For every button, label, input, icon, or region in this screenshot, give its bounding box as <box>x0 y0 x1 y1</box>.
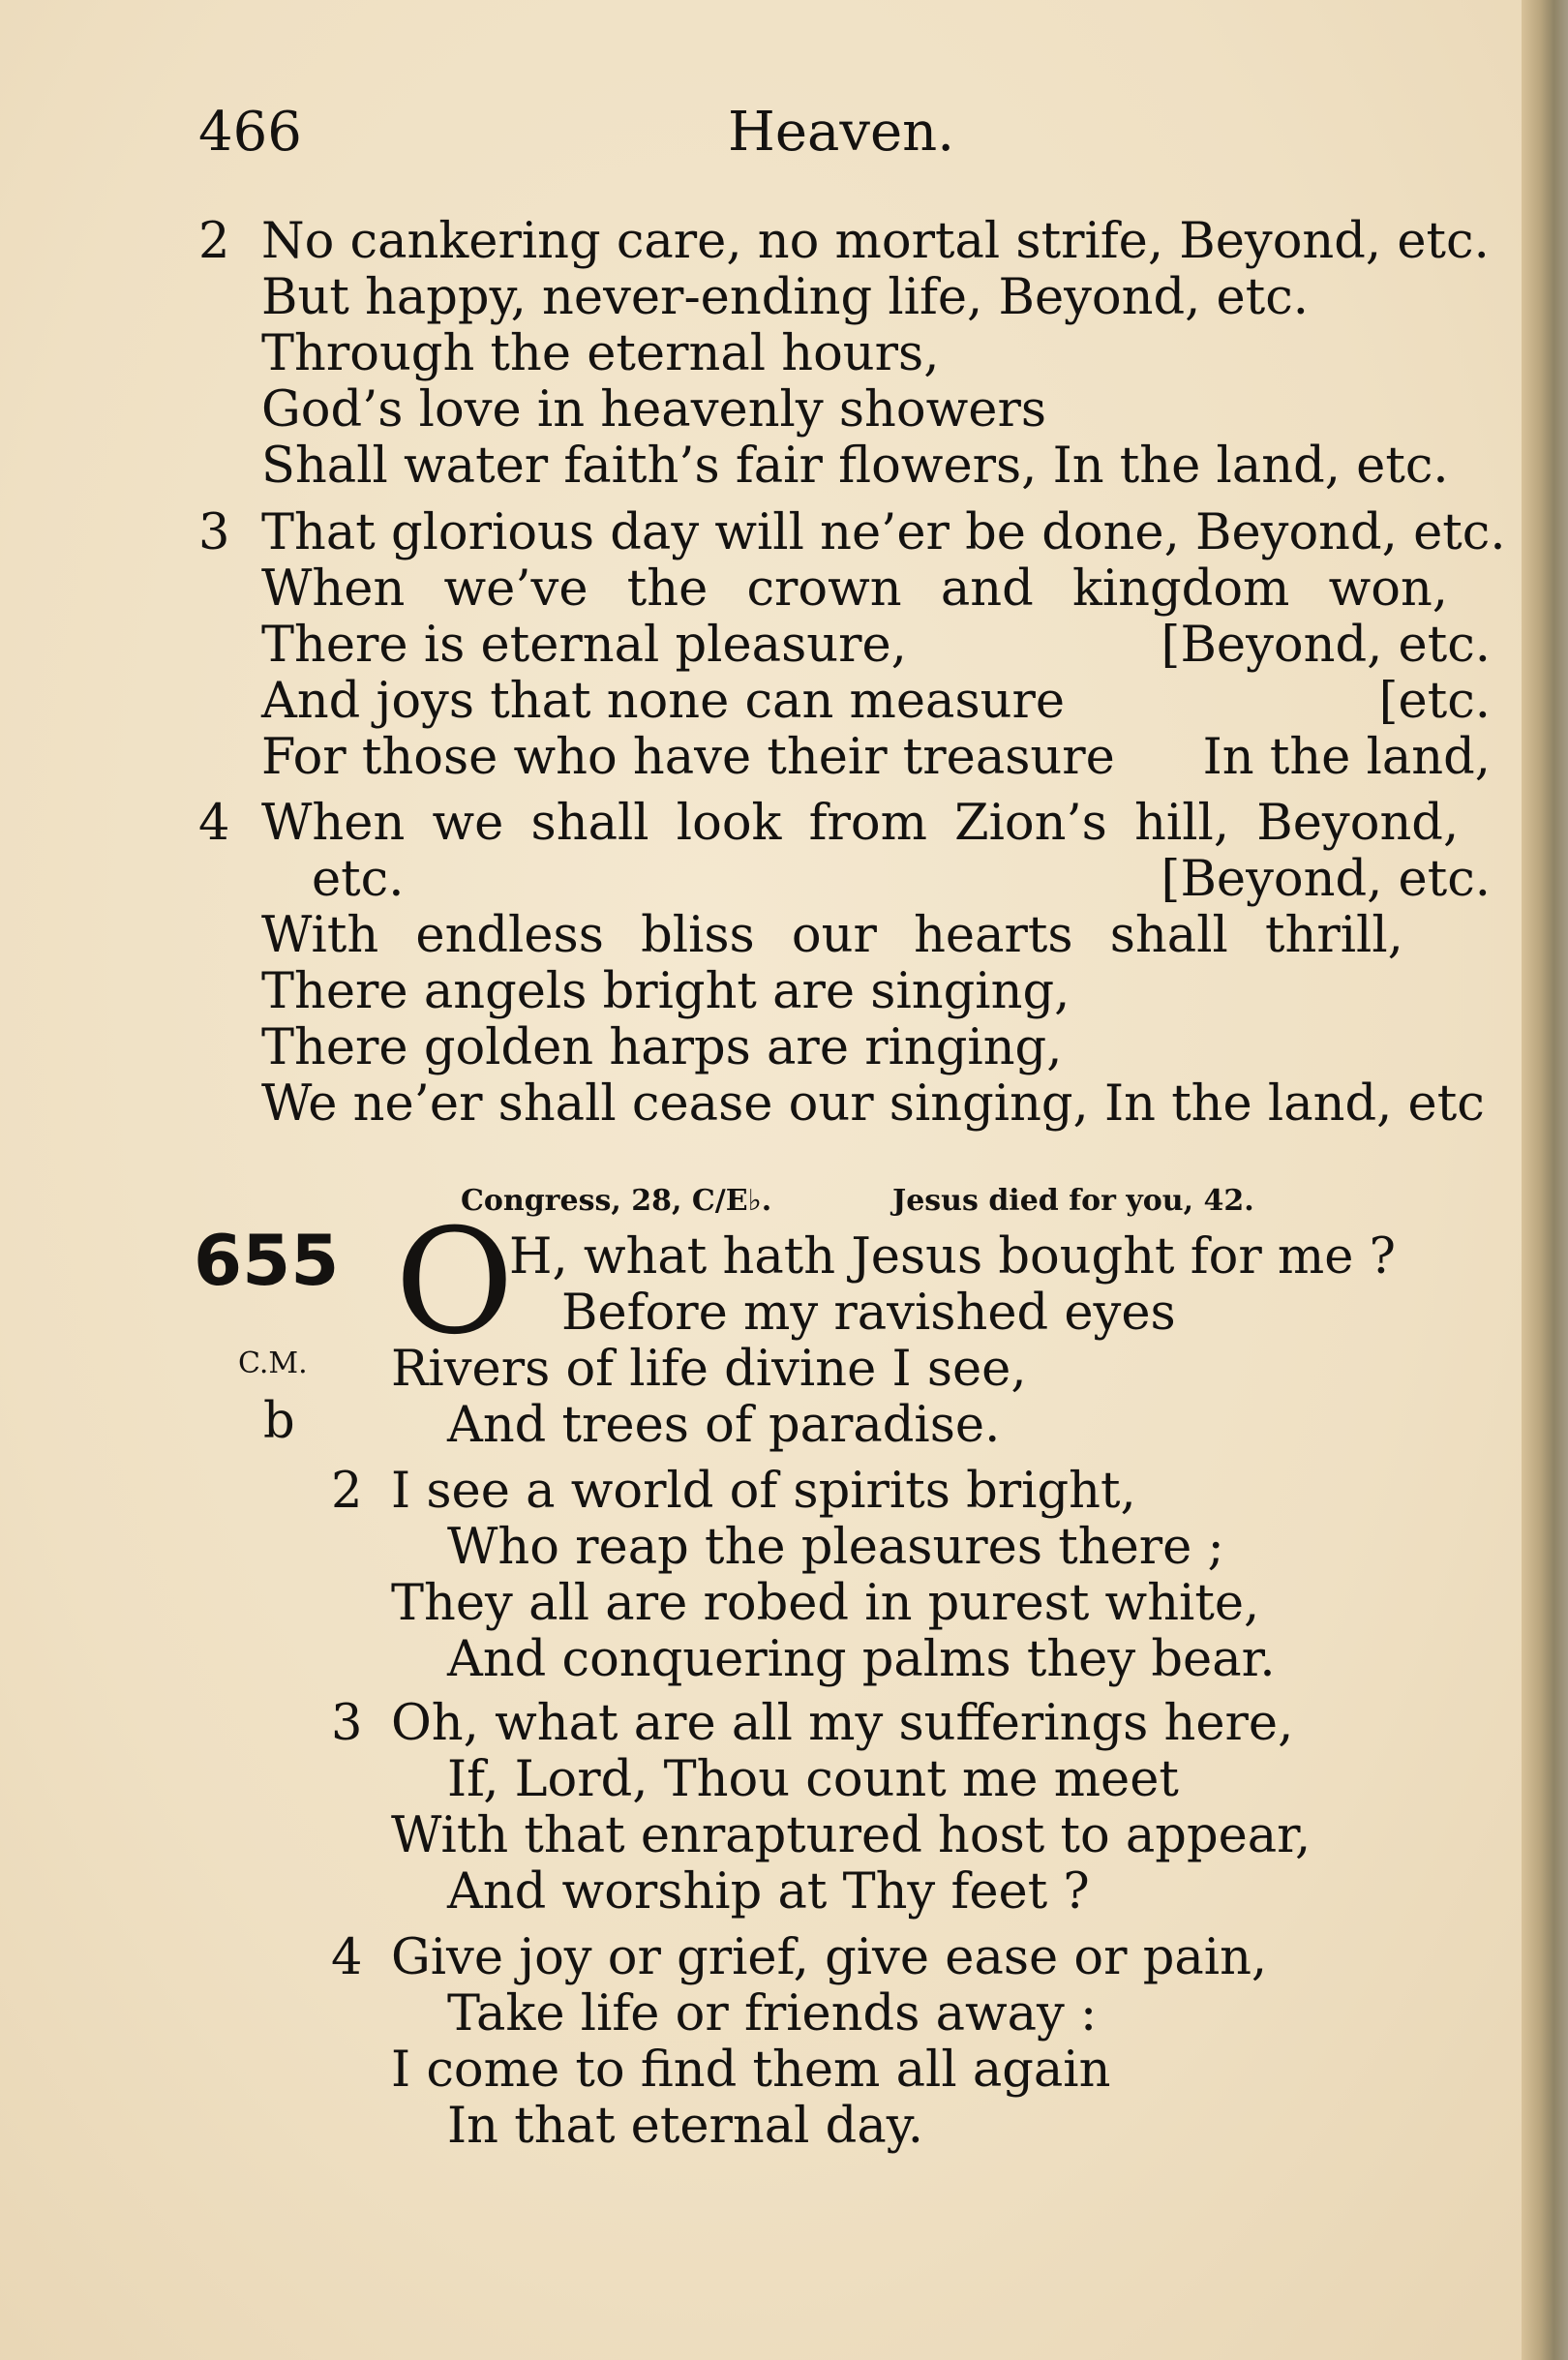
verse-line: H, what hath Jesus bought for me ? <box>509 1228 1397 1286</box>
hymn-number: 655 <box>194 1220 340 1301</box>
verse-line-right: [etc. <box>1378 673 1491 730</box>
stanza-number: 4 <box>198 795 230 852</box>
verse-line: And worship at Thy feet ? <box>447 1863 1090 1921</box>
page-edge <box>1522 0 1568 2360</box>
page-title: Heaven. <box>728 101 955 164</box>
stanza-number: 3 <box>198 504 230 561</box>
verse-line <box>261 730 1491 786</box>
verse-line: There golden harps are ringing, <box>261 1019 1063 1076</box>
key-signature: b <box>263 1393 295 1450</box>
verse-line: When we shall look from Zion’s hill, Beyond, <box>261 795 1460 852</box>
verse-line: Take life or friends away : <box>447 1985 1098 2042</box>
verse-line: If, Lord, Thou count me meet <box>447 1751 1179 1808</box>
verse-line-right: [Beyond, etc. <box>1161 851 1491 908</box>
verse-line: In that eternal day. <box>447 2098 923 2155</box>
verse-line: Before my ravished eyes <box>561 1285 1176 1342</box>
stanza-number: 2 <box>331 1463 363 1520</box>
verse-line: Oh, what are all my sufferings here, <box>391 1695 1294 1752</box>
verse-line-left: There is eternal pleasure, <box>261 617 907 674</box>
verse-line <box>261 618 1491 674</box>
verse-line: Give joy or grief, give ease or pain, <box>391 1929 1268 1986</box>
verse-line: I come to find them all again <box>391 2042 1111 2099</box>
verse-line-left: For those who have their treasure <box>261 729 1115 786</box>
verse-line: That glorious day will ne’er be done, Beyond, etc. <box>261 504 1506 561</box>
verse-line-right: [Beyond, etc. <box>1161 617 1491 674</box>
verse-line: And conquering palms they bear. <box>447 1631 1276 1688</box>
verse-line: I see a world of spirits bright, <box>391 1463 1136 1520</box>
drop-cap: O <box>395 1198 514 1367</box>
verse-line: And trees of paradise. <box>447 1397 1001 1454</box>
verse-line: Who reap the pleasures there ; <box>447 1519 1224 1576</box>
tune-name: Congress, 28, C/E♭. <box>461 1184 772 1218</box>
verse-line <box>261 674 1491 730</box>
verse-line: With endless bliss our hearts shall thrill, <box>261 907 1403 964</box>
meter: C.M. <box>238 1346 308 1380</box>
verse-line: We ne’er shall cease our singing, In the land, etc <box>261 1075 1485 1133</box>
verse-line: With that enraptured host to appear, <box>391 1807 1312 1864</box>
stanza-number: 2 <box>198 213 230 270</box>
verse-line: Through the eternal hours, <box>261 325 940 382</box>
page-number: 466 <box>198 101 302 164</box>
verse-line <box>312 852 1491 908</box>
verse-line-left: And joys that none can measure <box>261 673 1066 730</box>
verse-line: Shall water faith’s fair flowers, In the land, etc. <box>261 438 1449 495</box>
verse-line: God’s love in heavenly showers <box>261 381 1046 439</box>
verse-line-left: etc. <box>312 851 405 908</box>
verse-line: Rivers of life divine I see, <box>391 1341 1027 1398</box>
verse-line-text: When we’ve the crown and kingdom won, <box>261 560 1449 618</box>
verse-line <box>261 561 1491 618</box>
verse-line: No cankering care, no mortal strife, Beyond, etc. <box>261 213 1490 270</box>
verse-line-right: In the land, <box>1202 729 1491 786</box>
verse-line: There angels bright are singing, <box>261 963 1070 1020</box>
verse-line: They all are robed in purest white, <box>391 1575 1260 1632</box>
stanza-number: 3 <box>331 1695 363 1752</box>
alt-tune-name: Jesus died for you, 42. <box>892 1184 1254 1218</box>
stanza-number: 4 <box>331 1929 363 1986</box>
verse-line: But happy, never-ending life, Beyond, etc. <box>261 269 1310 326</box>
